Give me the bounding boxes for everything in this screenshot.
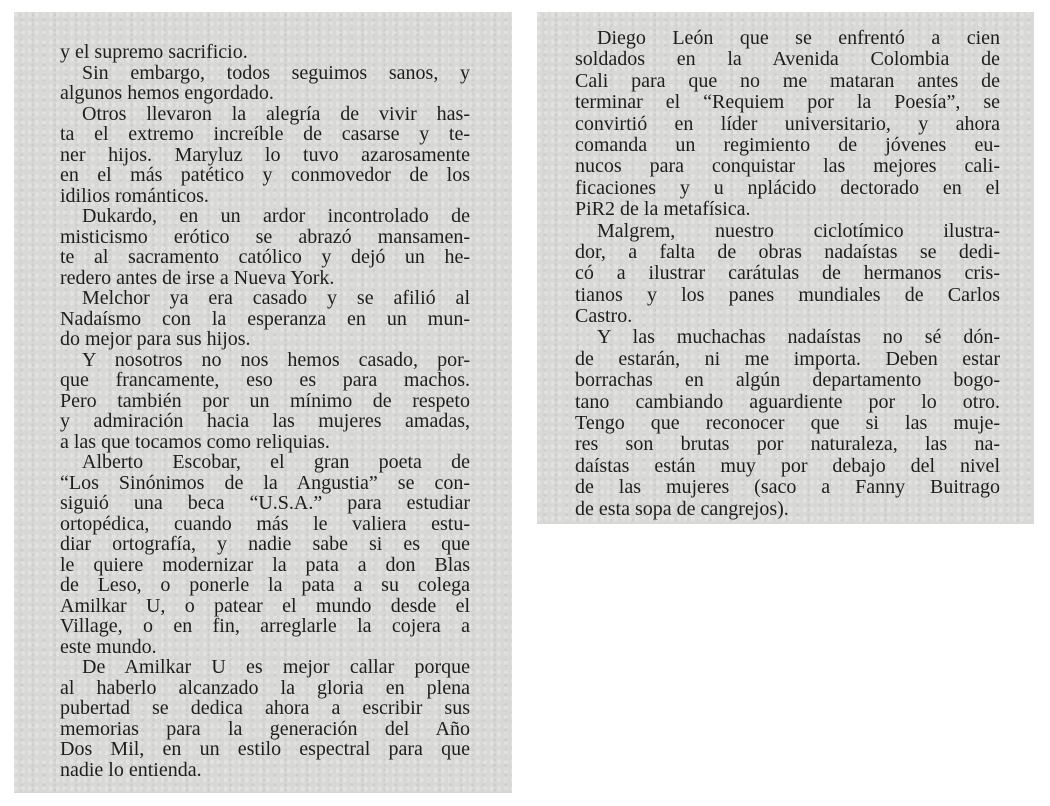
text-line: y el supremo sacrificio. bbox=[60, 41, 248, 63]
paragraph bbox=[575, 327, 1000, 520]
text-line: en el más patético y conmovedor de los bbox=[60, 164, 470, 186]
text-line: tano cambiando aguardiente por lo otro. bbox=[575, 390, 1000, 413]
text-line: de las mujeres (saco a Fanny Buitrago bbox=[575, 476, 1000, 499]
clipping-left bbox=[14, 12, 512, 793]
text-line: memorias para la generación del Año bbox=[60, 717, 470, 740]
text-line: pubertad se dedica ahora a escribir sus bbox=[60, 697, 470, 719]
text-line: te al sacramento católico y dejó un he- bbox=[60, 246, 470, 268]
text-line: Y nosotros no nos hemos casado, por- bbox=[82, 348, 470, 371]
text-line: Alberto Escobar, el gran poeta de bbox=[82, 451, 470, 473]
text-line: de esta sopa de cangrejos). bbox=[575, 497, 789, 520]
text-line: Nadaísmo con la esperanza en un mun- bbox=[60, 307, 470, 330]
text-column-right bbox=[575, 28, 1000, 520]
paragraph bbox=[60, 350, 470, 453]
text-line: nucos para conquistar las mejores cali- bbox=[575, 155, 1000, 178]
text-line: ner hijos. Maryluz lo tuvo azarosamente bbox=[60, 143, 470, 166]
text-line: este mundo. bbox=[60, 635, 157, 658]
text-line: tianos y los panes mundiales de Carlos bbox=[575, 283, 1000, 306]
text-line: do mejor para sus hijos. bbox=[60, 328, 251, 350]
text-line: ficaciones y u nplácido dectorado en el bbox=[575, 176, 1000, 199]
paragraph bbox=[60, 657, 470, 780]
text-line: de estarán, ni me importa. Deben estar bbox=[575, 347, 1000, 370]
text-line: le quiere modernizar la pata a don Blas bbox=[60, 553, 470, 576]
text-line: PiR2 de la metafísica. bbox=[575, 198, 751, 221]
text-line: convirtió en líder universitario, y ahora bbox=[575, 112, 1000, 135]
text-line: al haberlo alcanzado la gloria en plena bbox=[60, 676, 470, 699]
paragraph bbox=[60, 42, 470, 63]
text-line: que francamente, eso es para machos. bbox=[60, 369, 470, 391]
paragraph bbox=[575, 221, 1000, 328]
text-line: Melchor ya era casado y se afilió al bbox=[82, 287, 470, 309]
text-line: Amilkar U, o patear el mundo desde el bbox=[60, 594, 470, 617]
text-line: algunos hemos engordado. bbox=[60, 82, 274, 104]
text-column-left bbox=[60, 42, 470, 780]
text-line: De Amilkar U es mejor callar porque bbox=[82, 656, 470, 678]
text-line: daístas están muy por debajo del nivel bbox=[575, 454, 1000, 477]
text-line: Sin embargo, todos seguimos sanos, y bbox=[82, 61, 470, 84]
text-line: Dos Mil, en un estilo espectral para que bbox=[60, 738, 470, 760]
paragraph bbox=[575, 28, 1000, 221]
paragraph bbox=[60, 452, 470, 657]
paragraph bbox=[60, 63, 470, 104]
paragraph bbox=[60, 288, 470, 350]
text-line: Dukardo, en un ardor incontrolado de bbox=[82, 205, 470, 227]
text-line: Cali para que no me mataran antes de bbox=[575, 69, 1000, 92]
text-line: y admiración hacia las mujeres amadas, bbox=[60, 410, 470, 432]
text-line: a las que tocamos como reliquias. bbox=[60, 430, 330, 453]
text-line: ta el extremo increíble de casarse y te- bbox=[60, 123, 470, 145]
text-line: misticismo erótico se abrazó mansamen- bbox=[60, 225, 470, 248]
text-line: có a ilustrar carátulas de hermanos cris- bbox=[575, 262, 1000, 285]
text-line: Diego León que se enfrentó a cien bbox=[597, 27, 1000, 49]
paragraph bbox=[60, 104, 470, 207]
text-line: idilios románticos. bbox=[60, 184, 209, 207]
text-line: diar ortografía, y nadie sabe si es que bbox=[60, 533, 470, 555]
text-line: dor, a falta de obras nadaístas se dedi- bbox=[575, 240, 1000, 263]
text-line: Otros llevaron la alegría de vivir has- bbox=[82, 102, 470, 125]
text-line: nadie lo entienda. bbox=[60, 758, 202, 781]
text-line: borrachas en algún departamento bogo- bbox=[575, 369, 1000, 392]
text-line: Y las muchachas nadaístas no sé dón- bbox=[597, 326, 1000, 349]
text-line: redero antes de irse a Nueva York. bbox=[60, 266, 335, 289]
text-line: comanda un regimiento de jóvenes eu- bbox=[575, 133, 1000, 156]
text-line: de Leso, o ponerle la pata a su colega bbox=[60, 574, 470, 596]
text-line: ortopédica, cuando más le valiera estu- bbox=[60, 512, 470, 535]
text-line: Castro. bbox=[575, 305, 633, 328]
clipping-right bbox=[537, 12, 1034, 524]
text-line: “Los Sinónimos de la Angustia” se con- bbox=[60, 471, 470, 494]
text-line: soldados en la Avenida Colombia de bbox=[575, 48, 1000, 71]
text-line: terminar el “Requiem por la Poesía”, se bbox=[575, 91, 1000, 114]
paragraph bbox=[60, 206, 470, 288]
text-line: Tengo que reconocer que si las muje- bbox=[575, 412, 1000, 435]
text-line: Village, o en fin, arreglarle la cojera a bbox=[60, 615, 470, 637]
text-line: siguió una beca “U.S.A.” para estudiar bbox=[60, 492, 470, 514]
text-line: res son brutas por naturaleza, las na- bbox=[575, 433, 1000, 456]
text-line: Pero también por un mínimo de respeto bbox=[60, 389, 470, 412]
text-line: Malgrem, nuestro ciclotímico ilustra- bbox=[597, 219, 1000, 242]
